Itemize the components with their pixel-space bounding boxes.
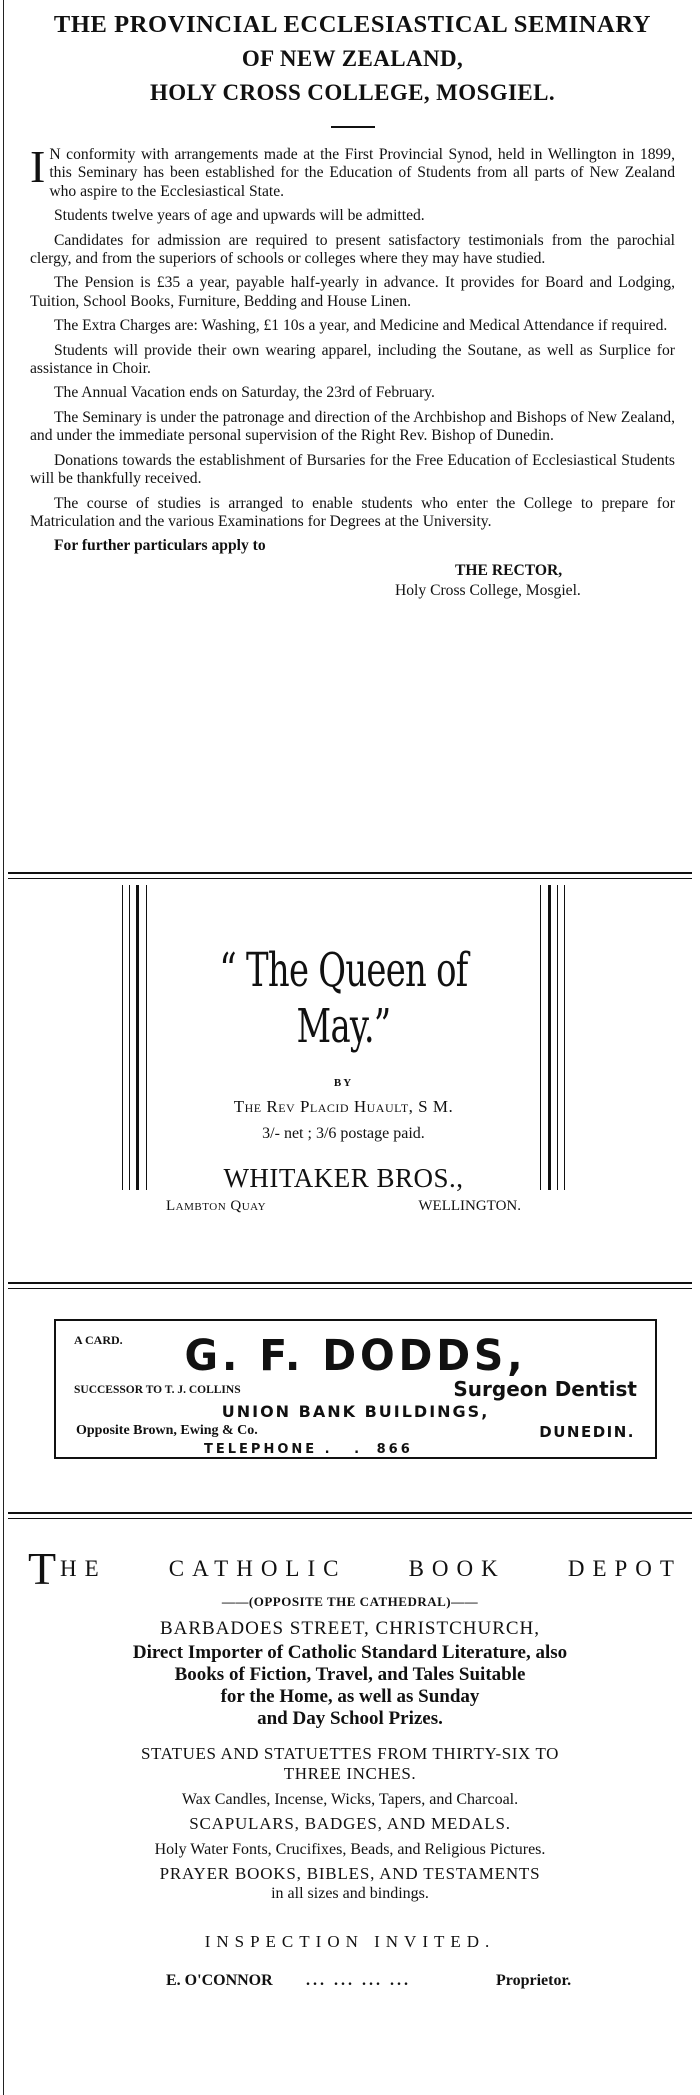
border-rule [540, 885, 541, 1190]
border-rule [136, 885, 139, 1190]
depot-street: BARBADOES STREET, CHRISTCHURCH, [159, 1618, 541, 1639]
publisher-city: WELLINGTON. [418, 1198, 521, 1214]
queen-of-may-advertisement [122, 885, 565, 1214]
seminary-paragraph-2: Students twelve years of age and upwards will be admitted. [54, 207, 425, 225]
depot-prayer-books [18, 1864, 682, 1904]
proprietor-name: E. O'CONNOR [166, 1972, 273, 1989]
section-divider [8, 1282, 692, 1284]
seminary-paragraph-10: The course of studies is arranged to enable students who enter the College to prepare for Matriculation and the various Examinations for Degrees at the University. [30, 494, 675, 530]
book-author: The Rev Placid Huault, S M. [233, 1097, 454, 1116]
depot-heading-word: BOOK [408, 1556, 506, 1581]
border-rule [548, 885, 551, 1190]
depot-heading [18, 1543, 682, 1594]
importer-line: Direct Importer of Catholic Standard Literature, also [132, 1642, 568, 1663]
telephone-label: TELEPHONE [204, 1442, 318, 1457]
successor-note: SUCCESSOR TO T. J. COLLINS [74, 1384, 241, 1396]
depot-heading-word: DEPOT [567, 1556, 682, 1581]
card-label: A CARD. [74, 1333, 123, 1347]
prayer-line: in all sizes and bindings. [271, 1885, 429, 1902]
depot-importer [18, 1642, 682, 1730]
seminary-body [30, 141, 675, 601]
seminary-paragraph-6: Students will provide their own wearing apparel, including the Soutane, as well as Surplice for assistance in Choir. [30, 341, 675, 378]
building: UNION BANK BUILDINGS, [221, 1402, 490, 1421]
publisher-address [162, 1198, 525, 1215]
catholic-book-depot-advertisement [18, 1543, 682, 1996]
seminary-paragraph-1-text: N conformity with arrangements made at the First Provincial Synod, held in Wellington in 1899, this Seminary has been established for the Education of Students from all parts of New Zealand who aspire to the Ecclesiastical State. [49, 146, 675, 200]
book-title: “ The Queen of May.” [219, 943, 468, 1054]
seminary-rector: THE RECTOR, [455, 561, 563, 579]
importer-line: and Day School Prizes. [257, 1708, 443, 1729]
border-rule [122, 885, 123, 1190]
border-rule [129, 885, 130, 1190]
seminary-dropcap: I [30, 141, 46, 192]
seminary-paragraph-5: The Extra Charges are: Washing, £1 10s a year, and Medicine and Medical Attendance if required. [54, 317, 668, 335]
publisher-street: Lambton Quay [166, 1198, 267, 1214]
importer-line: Books of Fiction, Travel, and Tales Suitable [174, 1664, 526, 1685]
proprietor-role: Proprietor. [496, 1972, 572, 1989]
city: DUNEDIN. [539, 1423, 635, 1441]
profession: Surgeon Dentist [453, 1377, 637, 1401]
seminary-college: HOLY CROSS COLLEGE, MOSGIEL. [149, 80, 556, 105]
depot-heading-words [60, 1556, 682, 1582]
seminary-title: THE PROVINCIAL ECCLESIASTICAL SEMINARY [53, 11, 652, 38]
section-divider-thin [8, 878, 692, 879]
opposite-note: Opposite Brown, Ewing & Co. [76, 1423, 258, 1438]
importer-line: for the Home, as well as Sunday [220, 1686, 480, 1707]
statues-line: STATUES AND STATUETTES FROM THIRTY-SIX TO [140, 1744, 560, 1763]
depot-heading-initial: T [28, 1543, 57, 1594]
border-rule [557, 885, 558, 1190]
prayer-line: PRAYER BOOKS, BIBLES, AND TESTAMENTS [159, 1864, 541, 1883]
seminary-paragraph-7: The Annual Vacation ends on Saturday, the 23rd of February. [54, 384, 435, 402]
border-rule [146, 885, 147, 1190]
depot-proprietor [18, 1972, 682, 1996]
page-left-border [3, 0, 4, 2095]
section-divider [8, 872, 692, 874]
seminary-advertisement [30, 8, 675, 601]
telephone-number: 866 [376, 1442, 413, 1457]
section-divider-thin [8, 1288, 692, 1289]
depot-heading-word: HE [60, 1556, 107, 1581]
seminary-paragraph-3: Candidates for admission are required to present satisfactory testimonials from the parochial clergy, and from the superiors of schools or colleges where they may have studied. [30, 231, 675, 268]
statues-line: THREE INCHES. [283, 1764, 417, 1783]
book-by: BY [333, 1077, 354, 1089]
proprietor-dots: ... ... ... ... [306, 1972, 411, 1989]
book-publisher: WHITAKER BROS., [223, 1163, 464, 1193]
seminary-paragraph-1 [30, 141, 675, 201]
border-rule [564, 885, 565, 1190]
section-divider [8, 1512, 692, 1514]
seminary-rector-place: Holy Cross College, Mosgiel. [395, 582, 581, 600]
seminary-paragraph-9: Donations towards the establishment of Bursaries for the Free Education of Ecclesiastical Students will be thankfully received. [30, 451, 675, 488]
seminary-paragraph-4: The Pension is £35 a year, payable half-yearly in advance. It provides for Board and Lodging, Tuition, School Books, Furniture, Bedding and House Linen. [30, 274, 675, 310]
depot-fonts: Holy Water Fonts, Crucifixes, Beads, and Religious Pictures. [154, 1841, 546, 1858]
section-divider-thin [8, 1518, 692, 1519]
seminary-subtitle: OF NEW ZEALAND, [241, 46, 464, 71]
seminary-paragraph-8: The Seminary is under the patronage and direction of the Archbishop and Bishops of New Zealand, and under the immediate personal supervision of the Right Rev. Bishop of Dunedin. [30, 408, 675, 445]
depot-heading-word: CATHOLIC [168, 1556, 347, 1581]
dodds-card-advertisement [54, 1319, 657, 1459]
telephone-dots: . . [324, 1442, 370, 1457]
dentist-name: G. F. DODDS, [184, 1331, 527, 1381]
seminary-short-rule [331, 126, 375, 128]
telephone-line [204, 1442, 413, 1457]
depot-statues [18, 1744, 682, 1784]
seminary-apply: For further particulars apply to [54, 537, 266, 555]
depot-opposite: ——(OPPOSITE THE CATHEDRAL)—— [221, 1594, 479, 1609]
depot-scapulars: SCAPULARS, BADGES, AND MEDALS. [189, 1814, 511, 1833]
depot-inspection: INSPECTION INVITED. [204, 1932, 496, 1951]
queen-content [162, 885, 525, 1215]
book-price: 3/- net ; 3/6 postage paid. [262, 1125, 425, 1142]
depot-candles: Wax Candles, Incense, Wicks, Tapers, and Charcoal. [181, 1791, 519, 1808]
